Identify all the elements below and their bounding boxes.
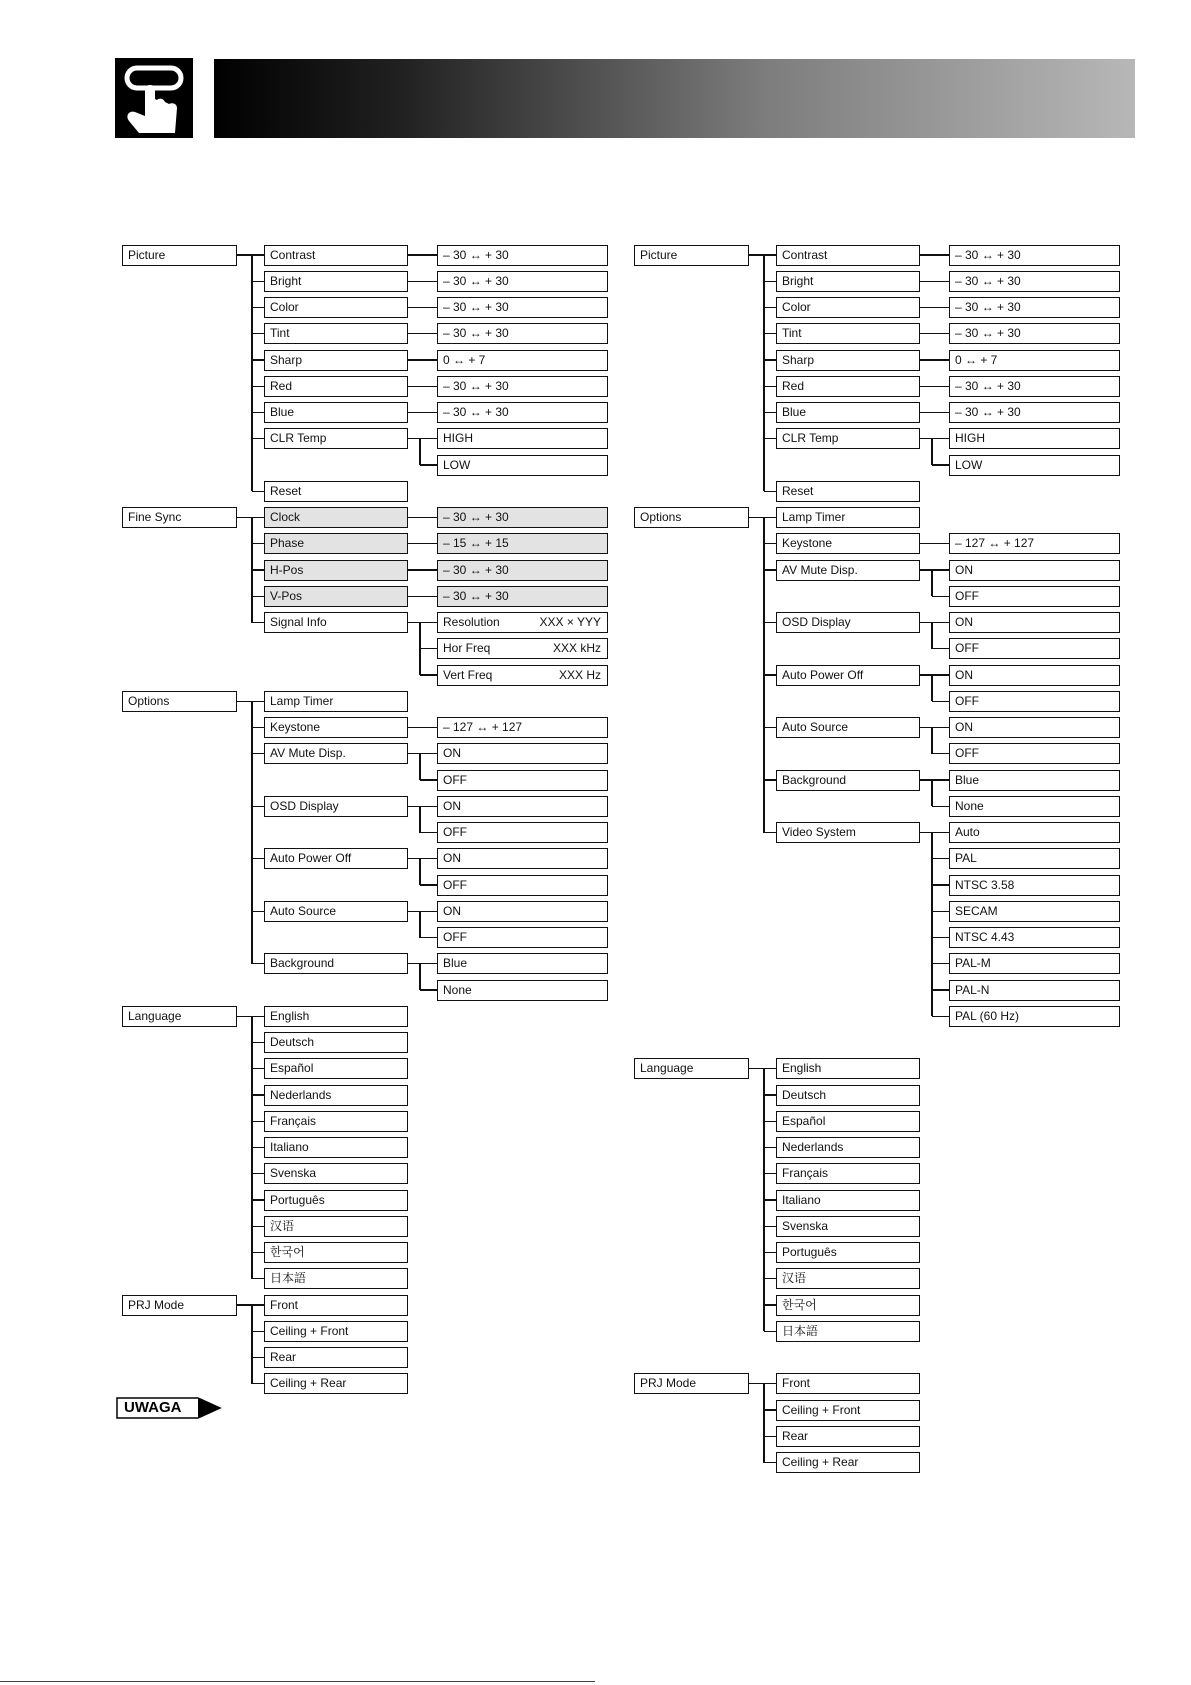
- value-box: – 30 ↔ + 30: [949, 297, 1120, 318]
- menu-item-video-system: Video System: [776, 822, 920, 843]
- value-box: ON: [437, 901, 608, 922]
- value-box: ON: [949, 717, 1120, 738]
- connector-line: [932, 911, 949, 912]
- menu-item-blue: Blue: [776, 402, 920, 423]
- connector-line: [420, 989, 437, 990]
- connector-line: [932, 464, 949, 465]
- connector-line: [420, 779, 437, 780]
- value-box: – 30 ↔ + 30: [437, 402, 608, 423]
- value-box: – 30 ↔ + 30: [437, 507, 608, 528]
- connector-line: [252, 963, 264, 964]
- connector-line: [932, 884, 949, 885]
- value-label: Resolution: [443, 615, 500, 629]
- menu-item-auto-source: Auto Source: [264, 901, 408, 922]
- connector-line: [931, 570, 932, 596]
- connector-line: [764, 412, 776, 413]
- menu-item-auto-power-off: Auto Power Off: [264, 848, 408, 869]
- connector-line: [420, 464, 437, 465]
- connector-line: [408, 517, 437, 518]
- menu-item-front: Front: [776, 1373, 920, 1394]
- menu-item-auto-power-off: Auto Power Off: [776, 665, 920, 686]
- connector-line: [932, 989, 949, 990]
- menu-item-osd-display: OSD Display: [776, 612, 920, 633]
- value-box: PAL-M: [949, 953, 1120, 974]
- value-box: ON: [437, 743, 608, 764]
- connector-line: [764, 674, 776, 675]
- connector-line: [408, 412, 437, 413]
- value-box: 0 ↔ + 7: [949, 350, 1120, 371]
- menu-item-italiano: Italiano: [264, 1137, 408, 1158]
- connector-line: [763, 1069, 764, 1332]
- menu-item--: 한국어: [776, 1295, 920, 1316]
- connector-line: [763, 255, 764, 491]
- connector-line: [252, 596, 264, 597]
- connector-line: [252, 1068, 264, 1069]
- connector-line: [920, 307, 949, 308]
- value-box: ON: [437, 796, 608, 817]
- connector-line: [764, 543, 776, 544]
- menu-item-contrast: Contrast: [264, 245, 408, 266]
- value-box: OFF: [949, 691, 1120, 712]
- value-box: None: [949, 796, 1120, 817]
- menu-item-espa-ol: Español: [776, 1111, 920, 1132]
- connector-line: [920, 386, 949, 387]
- value-box: NTSC 4.43: [949, 927, 1120, 948]
- value-box: OFF: [949, 743, 1120, 764]
- connector-line: [408, 753, 437, 754]
- connector-line: [419, 911, 420, 937]
- connector-line: [252, 1173, 264, 1174]
- connector-line: [252, 1252, 264, 1253]
- group-fine-sync: Fine Sync: [122, 507, 237, 528]
- value-box: – 30 ↔ + 30: [949, 376, 1120, 397]
- connector-line: [252, 1357, 264, 1358]
- value-box: Auto: [949, 822, 1120, 843]
- connector-line: [252, 307, 264, 308]
- connector-line: [419, 754, 420, 780]
- connector-line: [252, 491, 264, 492]
- connector-line: [920, 359, 949, 360]
- connector-line: [252, 1331, 264, 1332]
- connector-line: [408, 281, 437, 282]
- value-box: 0 ↔ + 7: [437, 350, 608, 371]
- connector-line: [932, 1016, 949, 1017]
- value-box: OFF: [437, 770, 608, 791]
- menu-item-background: Background: [264, 953, 408, 974]
- connector-line: [932, 937, 949, 938]
- value-box: ON: [437, 848, 608, 869]
- menu-item-h-pos: H-Pos: [264, 560, 408, 581]
- connector-line: [408, 359, 437, 360]
- connector-line: [251, 701, 252, 964]
- note-badge: [116, 1397, 222, 1419]
- menu-item--: 日本語: [264, 1268, 408, 1289]
- menu-item-rear: Rear: [264, 1347, 408, 1368]
- menu-item-osd-display: OSD Display: [264, 796, 408, 817]
- connector-line: [252, 1094, 264, 1095]
- connector-line: [764, 779, 776, 780]
- menu-item-ceiling-rear: Ceiling + Rear: [264, 1373, 408, 1394]
- connector-line: [931, 675, 932, 701]
- menu-item-red: Red: [264, 376, 408, 397]
- menu-item-english: English: [264, 1006, 408, 1027]
- connector-line: [408, 254, 437, 255]
- connector-line: [252, 858, 264, 859]
- connector-line: [764, 1331, 776, 1332]
- connector-line: [420, 674, 437, 675]
- connector-line: [764, 622, 776, 623]
- menu-item-nederlands: Nederlands: [776, 1137, 920, 1158]
- connector-line: [252, 1147, 264, 1148]
- connector-line: [408, 963, 437, 964]
- connector-line: [764, 832, 776, 833]
- connector-line: [932, 596, 949, 597]
- value-box: – 30 ↔ + 30: [437, 245, 608, 266]
- connector-line: [764, 1462, 776, 1463]
- menu-item-fran-ais: Français: [264, 1111, 408, 1132]
- connector-line: [408, 543, 437, 544]
- connector-line: [932, 701, 949, 702]
- connector-line: [420, 937, 437, 938]
- connector-line: [419, 806, 420, 832]
- connector-line: [764, 1252, 776, 1253]
- value-box: LOW: [949, 455, 1120, 476]
- connector-line: [252, 1383, 264, 1384]
- menu-item-espa-ol: Español: [264, 1058, 408, 1079]
- value-box: Blue: [949, 770, 1120, 791]
- connector-line: [920, 727, 949, 728]
- menu-item-tint: Tint: [264, 323, 408, 344]
- connector-line: [920, 438, 949, 439]
- connector-line: [764, 359, 776, 360]
- connector-line: [408, 727, 437, 728]
- value-box: – 127 ↔ + 127: [437, 717, 608, 738]
- value-box: – 15 ↔ + 15: [437, 533, 608, 554]
- connector-line: [408, 569, 437, 570]
- value-box: [437, 665, 608, 686]
- connector-line: [252, 727, 264, 728]
- connector-line: [251, 1305, 252, 1384]
- connector-line: [420, 884, 437, 885]
- value-box: HIGH: [949, 428, 1120, 449]
- connector-line: [931, 728, 932, 754]
- connector-line: [764, 1199, 776, 1200]
- connector-line: [252, 806, 264, 807]
- group-language: Language: [122, 1006, 237, 1027]
- value-box: OFF: [437, 875, 608, 896]
- value-box: – 30 ↔ + 30: [437, 271, 608, 292]
- connector-line: [764, 386, 776, 387]
- connector-line: [252, 569, 264, 570]
- menu-item-lamp-timer: Lamp Timer: [776, 507, 920, 528]
- value-box: OFF: [949, 638, 1120, 659]
- value-readout: XXX × YYY: [539, 615, 601, 629]
- connector-line: [764, 1436, 776, 1437]
- value-box: None: [437, 980, 608, 1001]
- menu-item-deutsch: Deutsch: [264, 1032, 408, 1053]
- menu-item-nederlands: Nederlands: [264, 1085, 408, 1106]
- menu-item-bright: Bright: [776, 271, 920, 292]
- value-box: Blue: [437, 953, 608, 974]
- connector-line: [931, 833, 932, 1017]
- connector-line: [252, 333, 264, 334]
- connector-line: [408, 596, 437, 597]
- connector-line: [931, 623, 932, 649]
- value-box: ON: [949, 665, 1120, 686]
- value-box: – 30 ↔ + 30: [437, 376, 608, 397]
- connector-line: [764, 281, 776, 282]
- value-box: – 30 ↔ + 30: [949, 323, 1120, 344]
- menu-item--: 汉语: [264, 1216, 408, 1237]
- menu-item-reset: Reset: [264, 481, 408, 502]
- menu-item-clr-temp: CLR Temp: [776, 428, 920, 449]
- value-readout: XXX Hz: [558, 667, 601, 682]
- connector-line: [931, 780, 932, 806]
- menu-item-lamp-timer: Lamp Timer: [264, 691, 408, 712]
- connector-line: [920, 779, 949, 780]
- connector-line: [419, 623, 420, 676]
- connector-line: [920, 674, 949, 675]
- footer-rule: [0, 1681, 595, 1682]
- menu-item-background: Background: [776, 770, 920, 791]
- connector-line: [932, 806, 949, 807]
- menu-item-keystone: Keystone: [776, 533, 920, 554]
- menu-item-color: Color: [776, 297, 920, 318]
- value-box: – 30 ↔ + 30: [949, 245, 1120, 266]
- connector-line: [419, 859, 420, 885]
- menu-item-ceiling-rear: Ceiling + Rear: [776, 1452, 920, 1473]
- value-box: ON: [949, 560, 1120, 581]
- menu-item-color: Color: [264, 297, 408, 318]
- connector-line: [252, 438, 264, 439]
- menu-item-bright: Bright: [264, 271, 408, 292]
- connector-line: [920, 622, 949, 623]
- connector-line: [920, 412, 949, 413]
- value-box: [437, 612, 608, 633]
- menu-item-fran-ais: Français: [776, 1163, 920, 1184]
- menu-item-tint: Tint: [776, 323, 920, 344]
- menu-item-ceiling-front: Ceiling + Front: [264, 1321, 408, 1342]
- menu-item-contrast: Contrast: [776, 245, 920, 266]
- menu-item-italiano: Italiano: [776, 1190, 920, 1211]
- connector-line: [408, 438, 437, 439]
- connector-line: [252, 911, 264, 912]
- connector-line: [252, 1199, 264, 1200]
- connector-line: [419, 439, 420, 465]
- value-box: – 30 ↔ + 30: [437, 297, 608, 318]
- connector-line: [764, 569, 776, 570]
- menu-item-keystone: Keystone: [264, 717, 408, 738]
- menu-item-sharp: Sharp: [776, 350, 920, 371]
- menu-item-rear: Rear: [776, 1426, 920, 1447]
- connector-line: [251, 518, 252, 623]
- menu-item-svenska: Svenska: [264, 1163, 408, 1184]
- connector-line: [763, 518, 764, 833]
- connector-line: [920, 333, 949, 334]
- menu-item-ceiling-front: Ceiling + Front: [776, 1400, 920, 1421]
- menu-item-reset: Reset: [776, 481, 920, 502]
- group-picture: Picture: [122, 245, 237, 266]
- connector-line: [764, 307, 776, 308]
- group-picture: Picture: [634, 245, 749, 266]
- connector-line: [408, 911, 437, 912]
- connector-line: [920, 832, 949, 833]
- connector-line: [419, 964, 420, 990]
- menu-item-av-mute-disp-: AV Mute Disp.: [776, 560, 920, 581]
- menu-item-english: English: [776, 1058, 920, 1079]
- connector-line: [764, 491, 776, 492]
- connector-line: [764, 1147, 776, 1148]
- value-box: – 30 ↔ + 30: [437, 560, 608, 581]
- value-readout: XXX kHz: [552, 641, 601, 656]
- menu-item-svenska: Svenska: [776, 1216, 920, 1237]
- connector-line: [920, 569, 949, 570]
- menu-item-front: Front: [264, 1295, 408, 1316]
- connector-line: [408, 806, 437, 807]
- connector-line: [252, 753, 264, 754]
- connector-line: [931, 439, 932, 465]
- value-box: PAL: [949, 848, 1120, 869]
- value-box: SECAM: [949, 901, 1120, 922]
- connector-line: [252, 543, 264, 544]
- value-box: NTSC 3.58: [949, 875, 1120, 896]
- menu-item-clr-temp: CLR Temp: [264, 428, 408, 449]
- connector-line: [252, 281, 264, 282]
- connector-line: [420, 648, 437, 649]
- menu-item--: 日本語: [776, 1321, 920, 1342]
- connector-line: [764, 1094, 776, 1095]
- connector-line: [408, 622, 437, 623]
- menu-item-blue: Blue: [264, 402, 408, 423]
- connector-line: [764, 727, 776, 728]
- connector-line: [764, 1278, 776, 1279]
- menu-item--: 汉语: [776, 1268, 920, 1289]
- menu-item-sharp: Sharp: [264, 350, 408, 371]
- menu-item-auto-source: Auto Source: [776, 717, 920, 738]
- value-box: LOW: [437, 455, 608, 476]
- menu-item--: 한국어: [264, 1242, 408, 1263]
- value-box: – 30 ↔ + 30: [437, 323, 608, 344]
- menu-item-portugu-s: Português: [264, 1190, 408, 1211]
- connector-line: [252, 1121, 264, 1122]
- menu-item-v-pos: V-Pos: [264, 586, 408, 607]
- connector-line: [932, 858, 949, 859]
- connector-line: [920, 254, 949, 255]
- group-options: Options: [122, 691, 237, 712]
- value-box: OFF: [949, 586, 1120, 607]
- menu-item-deutsch: Deutsch: [776, 1085, 920, 1106]
- connector-line: [920, 543, 949, 544]
- group-prj-mode: PRJ Mode: [122, 1295, 237, 1316]
- connector-line: [920, 281, 949, 282]
- menu-item-red: Red: [776, 376, 920, 397]
- connector-line: [408, 858, 437, 859]
- group-prj-mode: PRJ Mode: [634, 1373, 749, 1394]
- connector-line: [252, 1278, 264, 1279]
- connector-line: [764, 438, 776, 439]
- value-box: HIGH: [437, 428, 608, 449]
- value-box: PAL (60 Hz): [949, 1006, 1120, 1027]
- value-box: OFF: [437, 822, 608, 843]
- menu-item-av-mute-disp-: AV Mute Disp.: [264, 743, 408, 764]
- value-label: Vert Freq: [443, 667, 493, 682]
- value-box: [437, 638, 608, 659]
- menu-item-portugu-s: Português: [776, 1242, 920, 1263]
- connector-line: [251, 1016, 252, 1279]
- value-box: – 127 ↔ + 127: [949, 533, 1120, 554]
- connector-line: [251, 255, 252, 491]
- connector-line: [932, 648, 949, 649]
- value-box: ON: [949, 612, 1120, 633]
- connector-line: [932, 753, 949, 754]
- connector-line: [764, 1409, 776, 1410]
- connector-line: [408, 307, 437, 308]
- value-box: – 30 ↔ + 30: [949, 402, 1120, 423]
- connector-line: [764, 1173, 776, 1174]
- value-box: PAL-N: [949, 980, 1120, 1001]
- menu-item-phase: Phase: [264, 533, 408, 554]
- note-label: UWAGA: [124, 1399, 182, 1416]
- connector-line: [764, 1304, 776, 1305]
- connector-line: [764, 333, 776, 334]
- group-options: Options: [634, 507, 749, 528]
- group-language: Language: [634, 1058, 749, 1079]
- connector-line: [408, 333, 437, 334]
- connector-line: [420, 832, 437, 833]
- connector-line: [252, 386, 264, 387]
- connector-line: [408, 386, 437, 387]
- value-box: – 30 ↔ + 30: [437, 586, 608, 607]
- connector-line: [932, 963, 949, 964]
- value-box: OFF: [437, 927, 608, 948]
- connector-line: [763, 1384, 764, 1463]
- connector-line: [252, 1226, 264, 1227]
- connector-line: [252, 359, 264, 360]
- menu-item-clock: Clock: [264, 507, 408, 528]
- menu-item-signal-info: Signal Info: [264, 612, 408, 633]
- connector-line: [764, 1226, 776, 1227]
- value-label: Hor Freq: [443, 641, 491, 656]
- connector-line: [764, 1121, 776, 1122]
- connector-line: [252, 1042, 264, 1043]
- connector-line: [252, 412, 264, 413]
- connector-line: [252, 622, 264, 623]
- value-box: – 30 ↔ + 30: [949, 271, 1120, 292]
